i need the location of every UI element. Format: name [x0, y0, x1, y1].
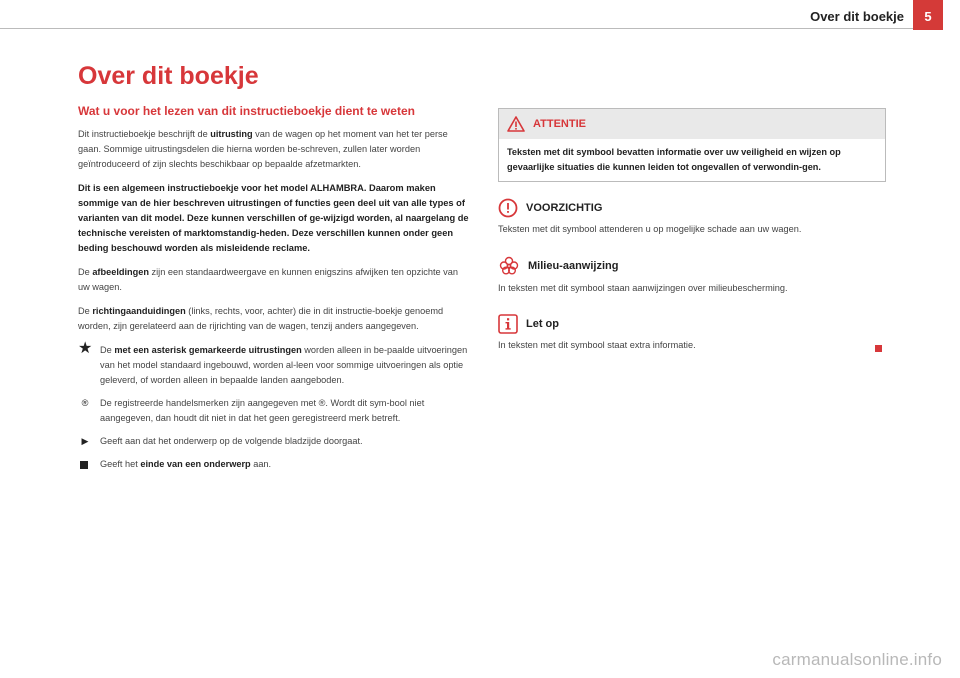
environment-flower-icon — [498, 255, 520, 277]
warning-triangle-icon — [507, 116, 525, 132]
milieu-header — [498, 255, 886, 277]
list-item-continues: ▶ Geeft aan dat het onderwerp op de volgende bladzijde doorgaat. — [78, 434, 470, 449]
asterisk-icon: ★ — [78, 340, 93, 357]
caution-circle-icon — [498, 198, 518, 218]
paragraph-richtingaanduidingen: De richtingaanduidingen (links, rechts, voor, achter) die in dit instructie-boekje genoemd worden, zijn gerelateerd aan de rijrichting van de wagen, tenzij anders aangegeven. — [78, 306, 444, 331]
letop-label: Let op — [526, 318, 559, 330]
page-number: 5 — [913, 0, 943, 30]
paragraph-uitrusting: Dit instructieboekje beschrijft de uitrusting van de wagen op het moment van het ter perse gaan. Sommige uitrustingsdelen die hierna worden be-schreven, zullen later worden geïntroduceerd of zijn slechts beschikbaar op bepaalde afzetmarkten. — [78, 129, 448, 169]
info-note-icon — [498, 314, 518, 334]
page-title: Over dit boekje — [78, 62, 259, 90]
letop-text: In teksten met dit symbool staat extra informatie. — [498, 340, 696, 350]
list-item-registered: ® De registreerde handelsmerken zijn aangegeven met ®. Wordt dit sym-bool niet aangegeven, dan houdt dit niet in dat het geen geregistreerd merk betreft. — [78, 396, 470, 426]
header-rule — [0, 28, 913, 29]
left-column — [78, 104, 470, 480]
end-of-topic-marker — [875, 345, 882, 352]
voorzichtig-header — [498, 198, 886, 218]
milieu-text: In teksten met dit symbool staan aanwijzingen over milieubescherming. — [498, 283, 788, 293]
milieu-label: Milieu-aanwijzing — [528, 260, 619, 272]
arrow-right-icon: ▶ — [81, 436, 89, 446]
paragraph-afbeeldingen: De afbeeldingen zijn een standaardweergave en kunnen enigszins afwijken ten opzichte van uw wagen. — [78, 267, 458, 292]
paragraph-general-notice: Dit is een algemeen instructieboekje voor het model ALHAMBRA. Daarom maken sommige van de hier beschreven uitrustingen of functies geen deel uit van alle types of varianten van dit model. Deze kunnen verschillen of ge-wijzigd worden, al naargelang de technische vereisten of marktomstandig-heden. Deze verschillen kunnen onder geen beding beschouwd worden als misleidende reclame. — [78, 183, 469, 253]
attentie-box — [498, 108, 886, 182]
registered-icon: ® — [81, 398, 89, 408]
end-square-icon — [80, 461, 88, 469]
attentie-text: Teksten met dit symbool bevatten informatie over uw veiligheid en wijzen op gevaarlijke situaties die kunnen leiden tot ongevallen of verwondin-gen. — [507, 147, 841, 172]
right-column — [498, 108, 886, 353]
voorzichtig-text: Teksten met dit symbool attenderen u op mogelijke schade aan uw wagen. — [498, 224, 802, 234]
list-item-asterisk: ★ De met een asterisk gemarkeerde uitrustingen worden alleen in be-paalde uitvoeringen van het model standaard ingebouwd, worden al-leen voor sommige uitvoeringen als optie geleverd, of worden alleen in bepaalde landen aangeboden. — [78, 340, 468, 385]
voorzichtig-label: VOORZICHTIG — [526, 202, 603, 214]
watermark: carmanualsonline.info — [772, 650, 942, 669]
running-header-title: Over dit boekje — [810, 9, 904, 24]
section-subtitle: Wat u voor het lezen van dit instructieboekje dient te weten — [78, 104, 415, 118]
list-item-end: Geeft het einde van een onderwerp aan. — [78, 457, 470, 472]
attentie-label: ATTENTIE — [533, 118, 586, 130]
letop-header — [498, 314, 886, 334]
attentie-header — [499, 109, 885, 139]
